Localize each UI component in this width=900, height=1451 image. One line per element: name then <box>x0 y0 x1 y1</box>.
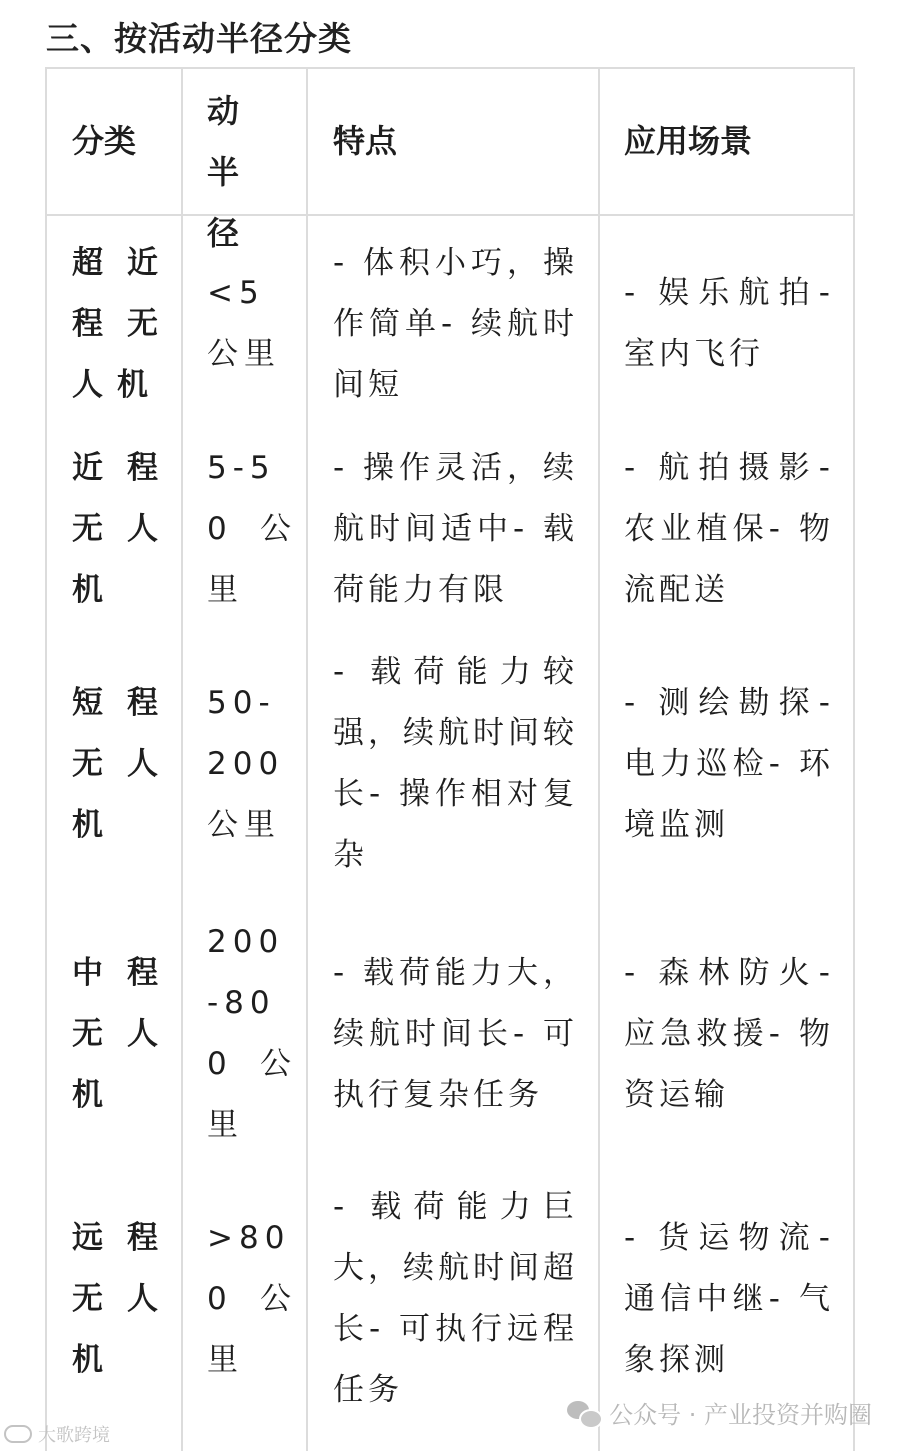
table-row-1-category: 超近程无人机 <box>72 244 172 403</box>
table-row-4-features: - 载荷能力大，续航时间长- 可执行复杂任务 <box>333 954 578 1113</box>
table-row-3-applications: - 测绘勘探- 电力巡检- 环境监测 <box>624 684 834 843</box>
corner-watermark-text: 大歌跨境 <box>38 1425 110 1446</box>
table-row-3-category: 短程无人机 <box>72 684 172 843</box>
table-row-1-applications: - 娱乐航拍- 室内飞行 <box>624 275 834 372</box>
classification-table <box>45 67 855 1451</box>
table-row-2-radius: 5-50公里 <box>207 449 297 608</box>
header-radius: 动半径 <box>207 91 254 252</box>
table-row-2-category: 近程无人机 <box>72 449 172 608</box>
table-row-4-category: 中程无人机 <box>72 954 172 1113</box>
header-divider <box>47 214 853 216</box>
table-row-3-features: - 载荷能力较强，续航时间较长- 操作相对复杂 <box>333 654 578 873</box>
header-features: 特点 <box>333 122 398 160</box>
table-row-2-applications: - 航拍摄影- 农业植保- 物流配送 <box>624 449 834 608</box>
wechat-icon <box>567 1399 601 1427</box>
table-row-2-features: - 操作灵活，续航时间适中- 载荷能力有限 <box>333 449 578 608</box>
logo-icon <box>4 1425 32 1443</box>
table-row-5-applications: - 货运物流- 通信中继- 气象探测 <box>624 1219 834 1378</box>
section-title: 三、按活动半径分类 <box>46 19 352 58</box>
table-row-1-radius: <5公里 <box>207 275 281 372</box>
table-row-5-features: - 载荷能力巨大，续航时间超长- 可执行远程任务 <box>333 1189 578 1408</box>
header-category: 分类 <box>72 122 137 160</box>
column-divider <box>598 69 600 1451</box>
table-row-5-category: 远程无人机 <box>72 1219 172 1378</box>
watermark-text: 公众号 · 产业投资并购圈 <box>609 1401 872 1429</box>
header-applications: 应用场景 <box>624 122 753 160</box>
table-row-4-applications: - 森林防火- 应急救援- 物资运输 <box>624 954 834 1113</box>
watermark <box>567 1395 872 1430</box>
corner-watermark <box>4 1421 110 1447</box>
table-row-3-radius: 50-200公里 <box>207 684 285 843</box>
table-row-1-features: - 体积小巧，操作简单- 续航时间短 <box>333 244 578 403</box>
table-row-5-radius: >800公里 <box>207 1219 297 1378</box>
table-row-4-radius: 200-800公里 <box>207 924 297 1143</box>
column-divider <box>181 69 183 1451</box>
column-divider <box>306 69 308 1451</box>
